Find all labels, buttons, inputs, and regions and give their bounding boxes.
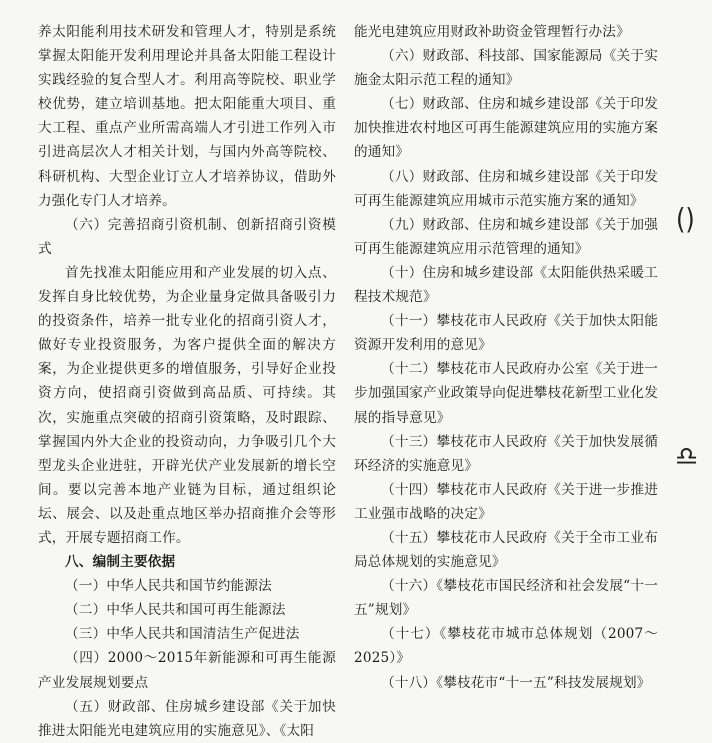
basis-item-6: （六）财政部、科技部、国家能源局《关于实施金太阳示范工程的通知》 xyxy=(354,48,658,89)
basis-item-7: （七）财政部、住房和城乡建设部《关于印发加快推进农村地区可再生能源建筑应用的实施方案的通知》 xyxy=(354,96,658,161)
basis-item-17: （十七）《攀枝花市城市总体规划（2007～2025）》 xyxy=(354,626,658,667)
basis-item-11: （十一）攀枝花市人民政府《关于加快太阳能资源开发利用的意见》 xyxy=(354,313,658,354)
basis-item-12: （十二）攀枝花市人民政府办公室《关于进一步加强国家产业政策导向促进攀枝花新型工业化发展的指导意见》 xyxy=(354,361,658,426)
left-column xyxy=(38,20,336,743)
right-column xyxy=(354,20,658,695)
basis-item-2: （二）中华人民共和国可再生能源法 xyxy=(65,602,286,619)
section-six-body: 首先找准太阳能应用和产业发展的切入点、发挥自身比较优势，为企业量身定做具备吸引力的投资条件，培养一批专业化的招商引资人才，做好专业投资服务，为客户提供全面的解决方案，为企业提供更多的增值服务，引导好企业投资方向，使招商引资做到高品质、可持续。其次，实施重点突破的招商引资策略，及时跟踪、掌握国内外大企业的投资动向，力争吸引几个大型龙头企业进驻，开辟光伏产业发展新的增长空间。要以完善本地产业链为目标，通过组织论坛、展会、以及赴重点地区举办招商推介会等形式，开展专题招商工作。 xyxy=(38,264,336,546)
basis-item-18: （十八）《攀枝花市“十一五”科技发展规划》 xyxy=(381,674,651,691)
basis-item-8: （八）财政部、住房和城乡建设部《关于印发可再生能源建筑应用城市示范实施方案的通知》 xyxy=(354,168,658,209)
margin-mark-bottom: ♎ xyxy=(675,442,699,472)
basis-item-16: （十六）《攀枝花市国民经济和社会发展“十一五”规划》 xyxy=(354,578,658,619)
basis-item-5-continuation: 能光电建筑应用财政补助资金管理暂行办法》 xyxy=(354,24,630,40)
basis-item-4: （四）2000～2015年新能源和可再生能源产业发展规划要点 xyxy=(38,650,336,691)
basis-item-9: （九）财政部、住房和城乡建设部《关于加强可再生能源建筑应用示范管理的通知》 xyxy=(354,216,658,257)
section-six-title: （六）完善招商引资机制、创新招商引资模式 xyxy=(38,216,336,257)
basis-item-15: （十五）攀枝花市人民政府《关于全市工业布局总体规划的实施意见》 xyxy=(354,529,658,571)
basis-item-5: （五）财政部、住房城乡建设部《关于加快推进太阳能光电建筑应用的实施意见》、《太阳 xyxy=(38,698,336,739)
margin-mark-top: () xyxy=(676,202,695,236)
basis-item-3: （三）中华人民共和国清洁生产促进法 xyxy=(65,626,300,643)
intro-paragraph: 养太阳能利用技术研发和管理人才，特别是系统掌握太阳能开发利用理论并具备太阳能工程设计实践经验的复合型人才。利用高等院校、职业学校优势，建立培训基地。把太阳能重大项目、重大工程、重点产业所需高端人才引进工作列入市引进高层次人才相关计划，与国内外高等院校、科研机构、大型企业订立人才培养协议，借助外力强化专门人才培养。 xyxy=(38,24,336,209)
basis-item-14: （十四）攀枝花市人民政府《关于进一步推进工业强市战略的决定》 xyxy=(354,481,658,522)
basis-item-10: （十）住房和城乡建设部《太阳能供热采暖工程技术规范》 xyxy=(354,264,658,306)
basis-item-13: （十三）攀枝花市人民政府《关于加快发展循环经济的实施意见》 xyxy=(354,433,658,474)
basis-item-1: （一）中华人民共和国节约能源法 xyxy=(65,578,272,595)
heading-basis: 八、编制主要依据 xyxy=(65,554,176,571)
